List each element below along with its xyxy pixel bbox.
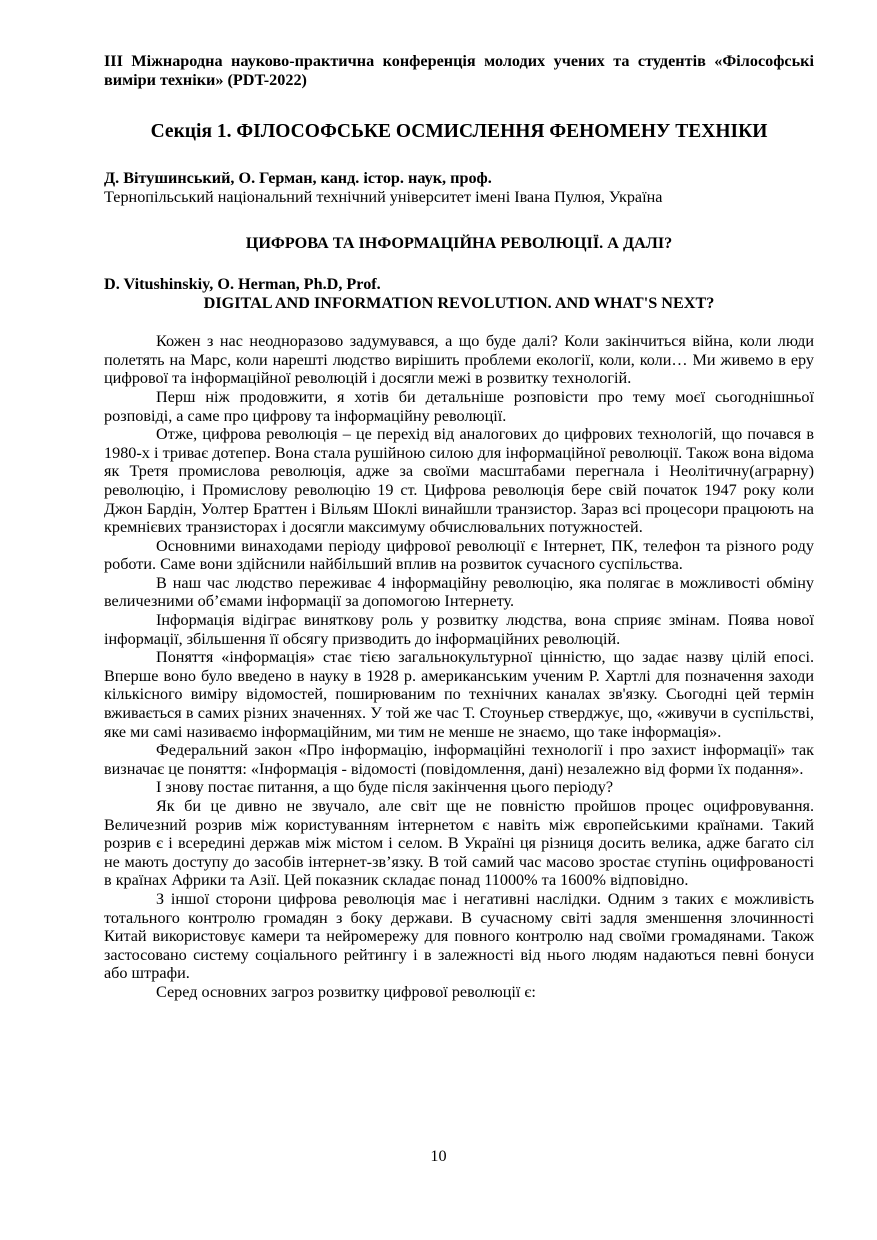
authors-en: D. Vitushinskiy, O. Herman, Ph.D, Prof. bbox=[104, 274, 381, 293]
paragraph: І знову постає питання, а що буде після закінчення цього періоду? bbox=[156, 778, 614, 797]
paragraph: Поняття «інформація» стає тією загальнокультурної цінністю, що задає назву цілій епосі. Вперше воно було введено в науку в 1928 р. американським ученим Р. Хартлі для позначення заходи кількісного виміру відомостей, поширюваним по технічних каналах зв'язку. Сьогодні цей термін вживається в самих різних значеннях. У той же час Т. Стоуньер стверджує, що, «живучи в суспільстві, яке ми самі називаємо інформаційним, ми тим не менше не знаємо, що таке інформація». bbox=[104, 648, 814, 741]
paragraph: Основними винаходами періоду цифрової революції є Інтернет, ПК, телефон та різного роду роботи. Саме вони здійснили найбільший вплив на розвиток сучасного суспільства. bbox=[104, 536, 814, 574]
paragraph: В наш час людство переживає 4 інформаційну революцію, яка полягає в можливості обміну величезними об’ємами інформації за допомогою Інтернету. bbox=[104, 573, 814, 611]
paragraph: З іншої сторони цифрова революція має і негативні наслідки. Одним з таких є можливість тотального контролю громадян з боку держави. В сучасному світі задля зменшення злочинності Китай використовує камери та нейромережу для повного контролю над своїми громадянами. Також застосовано систему соціального рейтингу і в залежності від нього людям надаються певні бонуси або штрафи. bbox=[104, 889, 814, 983]
paragraph: Отже, цифрова революція – це перехід від аналогових до цифрових технологій, що почався в 1980-х і триває дотепер. Вона стала рушійною силою для інформаційної революції. Також вона відома як Третя промислова революція, адже за своїми масштабами перегнала і Неолітичну(аграрну) революцію, і Промислову революцію 19 ст. Цифрова революція бере свій початок 1947 року коли Джон Бардін, Уолтер Браттен і Вільям Шоклі винайшли транзистор. Зараз всі процесори працюють на кремнієвих транзисторах і досягли максимуму обчислювальних потужностей. bbox=[104, 425, 814, 537]
paragraph: Перш ніж продовжити, я хотів би детальніше розповісти про тему моєї сьогоднішньої розповіді, а саме про цифрову та інформаційну революції. bbox=[104, 387, 814, 425]
page-number: 10 bbox=[430, 1147, 447, 1165]
authors-ua: Д. Вітушинський, О. Герман, канд. істор. наук, проф. bbox=[104, 169, 492, 188]
article-body bbox=[104, 332, 814, 1001]
article-title-ua: ЦИФРОВА ТА ІНФОРМАЦІЙНА РЕВОЛЮЦІЇ. А ДАЛІ? bbox=[245, 234, 673, 253]
paragraph: Федеральний закон «Про інформацію, інформаційні технології і про захист інформації» так визначає це поняття: «Інформація - відомості (повідомлення, дані) незалежно від форми їх подання». bbox=[104, 741, 814, 778]
page-content bbox=[104, 52, 814, 1002]
paragraph: Серед основних загроз розвитку цифрової революції є: bbox=[156, 982, 536, 1001]
affiliation: Тернопільський національний технічний університет імені Івана Пулюя, Україна bbox=[104, 187, 663, 206]
article-title-en: DIGITAL AND INFORMATION REVOLUTION. AND WHAT'S NEXT? bbox=[203, 293, 715, 312]
paragraph: Інформація відіграє виняткову роль у розвитку людства, вона сприяє змінам. Поява нової інформації, збільшення її обсягу призводить до інформаційних революцій. bbox=[104, 611, 814, 648]
paragraph: Як би це дивно не звучало, але світ ще не повністю пройшов процес оцифровування. Величезний розрив між користуванням інтернетом є навіть між європейськими країнами. Такий розрив є і всередині держав між містом і селом. В Україні ця різниця досить велика, адже багато сіл не мають доступу до засобів інтернет-зв’язку. В той самий час масово зростає ступінь оцифрованості в країнах Африки та Азії. Цей показник складає понад 11000% та 1600% відповідно. bbox=[104, 797, 814, 890]
section-heading: Секція 1. ФІЛОСОФСЬКЕ ОСМИСЛЕННЯ ФЕНОМЕНУ ТЕХНІКИ bbox=[150, 121, 768, 143]
conference-title: III Міжнародна науково-практична конференція молодих учених та студентів «Філософські виміри техніки» (PDT-2022) bbox=[104, 52, 814, 89]
paragraph: Кожен з нас неодноразово задумувався, а що буде далі? Коли закінчиться війна, коли люди полетять на Марс, коли нарешті людство вирішить проблеми екології, коли, коли… Ми живемо в еру цифрової та інформаційної революцій і досягли межі в розвитку технологій. bbox=[104, 332, 814, 388]
